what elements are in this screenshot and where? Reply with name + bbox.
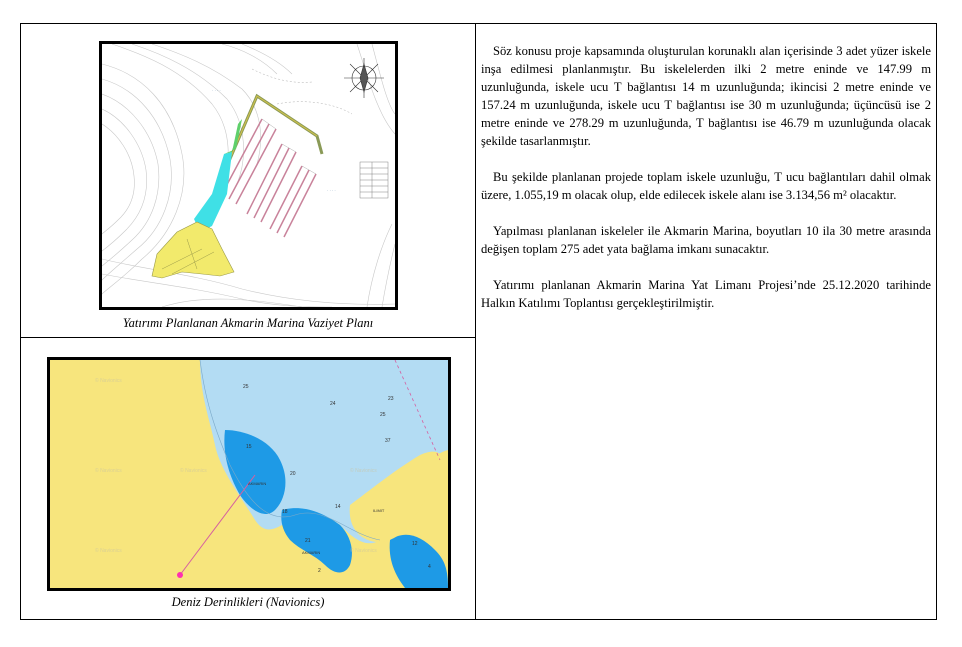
paragraph: Yatırımı planlanan Akmarin Marina Yat Limanı Projesi’nde 25.12.2020 tarihinde Halkın Katılımı Toplantısı gerçekleştirilmiştir. [481, 278, 931, 310]
depth-label: 21 [305, 538, 311, 544]
depth-label: 4 [428, 564, 431, 570]
depth-label: 12 [412, 541, 418, 547]
place-label: ILIMIT [373, 508, 385, 513]
map-watermark: © Navionics [350, 468, 377, 474]
map-watermark: © Navionics [95, 468, 122, 474]
depth-label: 37 [385, 438, 391, 444]
table-horizontal-divider [21, 337, 475, 338]
site-plan-figure [99, 41, 398, 310]
depth-chart-map [50, 360, 448, 588]
place-label: AKMARIN [302, 550, 321, 555]
site-plan-caption: Yatırımı Planlanan Akmarin Marina Vaziyet Planı [122, 316, 374, 330]
paragraph: Bu şekilde planlanan projede toplam iskele uzunluğu, T ucu bağlantıları dahil olmak üzere, 1.055,19 m olacak olup, elde edilecek iskele alanı ise 3.134,56 m² olacaktır. [481, 170, 931, 202]
place-label: AKMARIN [248, 481, 267, 486]
depth-label: 20 [290, 471, 296, 477]
depth-label: 18 [282, 509, 288, 515]
depth-label: 15 [246, 444, 252, 450]
description-text [481, 42, 931, 330]
map-watermark: © Navionics [95, 548, 122, 554]
document-table [20, 23, 937, 620]
depth-label: 25 [380, 412, 386, 418]
map-watermark: © Navionics [95, 378, 122, 384]
svg-text:· · · ·: · · · · [212, 88, 221, 93]
site-plan-drawing [102, 44, 395, 307]
depth-label: 25 [243, 384, 249, 390]
depth-label: 24 [330, 401, 336, 407]
depth-label: 2 [318, 568, 321, 574]
table-vertical-divider [475, 24, 476, 619]
paragraph: Yapılması planlanan iskeleler ile Akmarin Marina, boyutları 10 ila 30 metre arasında değişen toplam 275 adet yata bağlama imkanı sunacaktır. [481, 224, 931, 256]
paragraph: Söz konusu proje kapsamında oluşturulan korunaklı alan içerisinde 3 adet yüzer iskele inşa edilmesi planlanmıştır. Bu iskelelerden ilki 2 metre eninde ve 147.99 m uzunluğunda, iskele ucu T bağlantısı 14 m uzunluğunda; ikincisi 2 metre eninde ve 157.24 m uzunluğunda, iskele ucu T bağlantısı ise 30 m uzunluğunda; üçüncüsü ise 2 metre eninde ve 278.29 m uzunluğunda, T bağlantısı ise 46.79 m uzunluğunda olacak şekilde tasarlanmıştır. [481, 44, 931, 148]
svg-text:· · · ·: · · · · [327, 188, 336, 193]
map-watermark: © Navionics [350, 548, 377, 554]
depth-chart-figure [47, 357, 451, 591]
depth-label: 14 [335, 504, 341, 510]
depth-label: 23 [388, 396, 394, 402]
depth-chart-caption: Deniz Derinlikleri (Navionics) [171, 595, 325, 609]
map-watermark: © Navionics [180, 468, 207, 474]
